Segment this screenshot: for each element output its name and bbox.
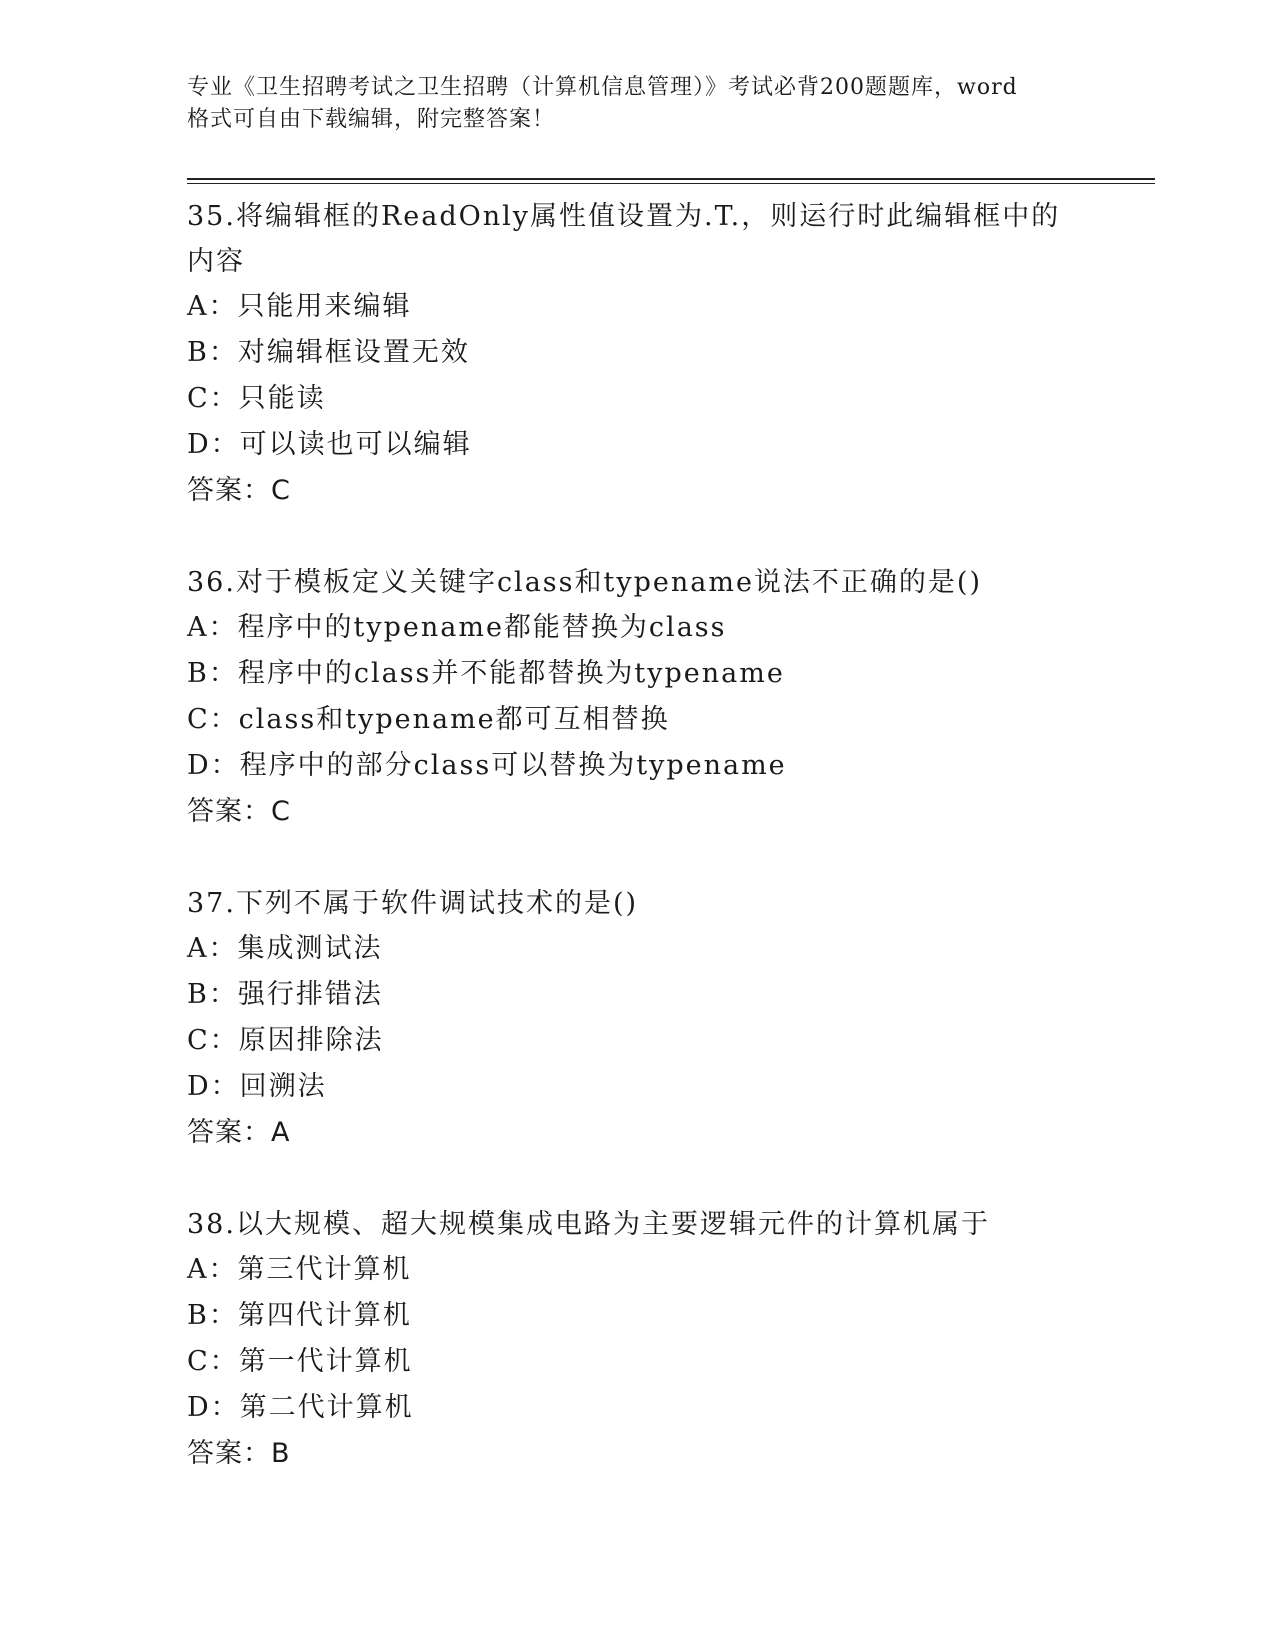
option-a: A：只能用来编辑 [187, 291, 412, 322]
question-36 [187, 556, 1087, 835]
option-b: B：对编辑框设置无效 [187, 337, 470, 368]
option-d: D：程序中的部分class可以替换为typename [187, 750, 787, 781]
question-stem: 35.将编辑框的ReadOnly属性值设置为.T.，则运行时此编辑框中的内容 [187, 201, 1061, 277]
answer: 答案：B [187, 1438, 291, 1469]
question-stem: 36.对于模板定义关键字class和typename说法不正确的是() [187, 567, 983, 598]
answer: 答案：C [187, 475, 291, 506]
answer: 答案：C [187, 796, 291, 827]
question-37 [187, 877, 1087, 1156]
header-divider-thick [187, 178, 1155, 180]
option-b: B：强行排错法 [187, 979, 383, 1010]
option-c: C：原因排除法 [187, 1025, 384, 1056]
option-a: A：第三代计算机 [187, 1254, 412, 1285]
document-header [187, 72, 1087, 136]
option-b: B：第四代计算机 [187, 1300, 412, 1331]
question-38 [187, 1198, 1087, 1477]
question-stem: 37.下列不属于软件调试技术的是() [187, 888, 639, 919]
option-c: C：只能读 [187, 383, 326, 414]
question-stem: 38.以大规模、超大规模集成电路为主要逻辑元件的计算机属于 [187, 1209, 990, 1240]
option-b: B：程序中的class并不能都替换为typename [187, 658, 785, 689]
question-list [187, 190, 1087, 1519]
option-c: C：class和typename都可互相替换 [187, 704, 670, 735]
option-d: D：可以读也可以编辑 [187, 429, 472, 460]
header-line-1: 专业《卫生招聘考试之卫生招聘（计算机信息管理）》考试必背200题题库，word [187, 75, 1018, 100]
answer: 答案：A [187, 1117, 291, 1148]
option-d: D：第二代计算机 [187, 1392, 414, 1423]
header-divider-thin [187, 183, 1155, 184]
option-a: A：程序中的typename都能替换为class [187, 612, 727, 643]
header-line-2: 格式可自由下载编辑，附完整答案！ [187, 107, 556, 132]
question-35 [187, 190, 1087, 514]
option-c: C：第一代计算机 [187, 1346, 413, 1377]
option-a: A：集成测试法 [187, 933, 383, 964]
option-d: D：回溯法 [187, 1071, 327, 1102]
